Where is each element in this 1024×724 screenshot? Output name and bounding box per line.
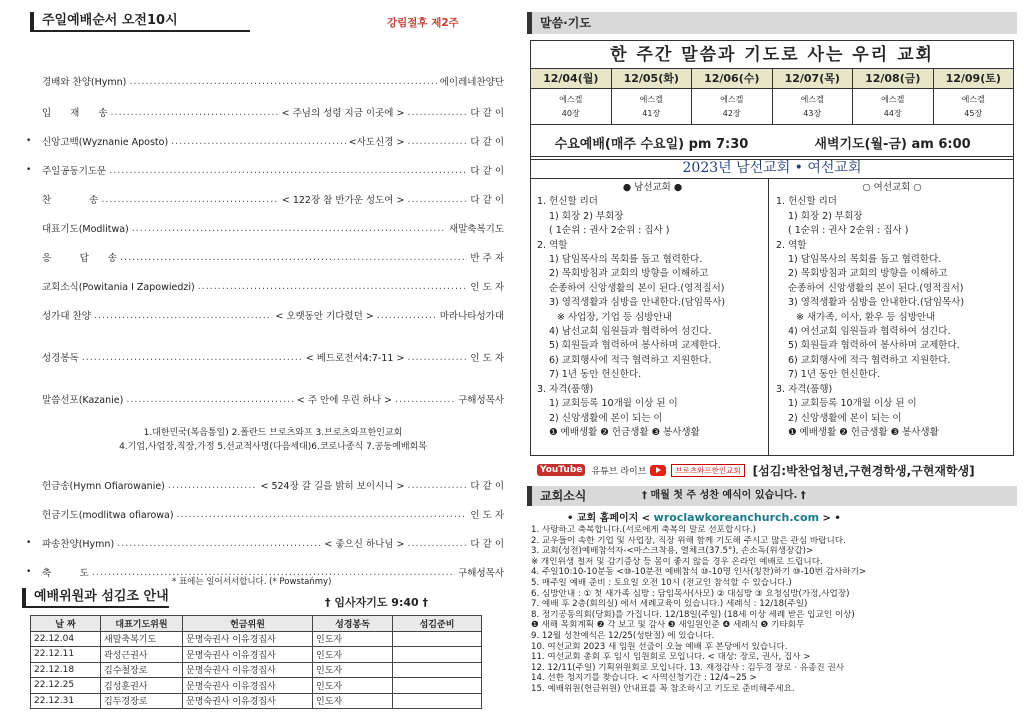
leader-dots <box>377 310 437 321</box>
service-order-detail: < 오랫동안 기다렸던 > <box>275 311 374 322</box>
service-order-item <box>42 392 504 406</box>
news-item: 12. 12/11(주일) 기획위원회로 모입니다. 13. 재정감사 : 김두경 장로 · 유종진 권사 <box>531 662 845 673</box>
duty-table-header <box>31 616 482 632</box>
table-cell <box>393 662 482 678</box>
leader-dots <box>132 223 446 234</box>
right-column <box>527 8 1017 720</box>
mission-line: 1) 담임목사의 목회를 돕고 협력한다. <box>788 254 942 266</box>
date-cell: 12/05(화) <box>612 69 693 88</box>
mission-line: 1) 회장 2) 부회장 <box>549 210 624 222</box>
table-cell: 김수철장로 <box>101 662 183 678</box>
service-order-name: 입 재 송 <box>42 108 108 119</box>
youtube-play-icon[interactable] <box>650 465 666 476</box>
date-cell: 12/07(목) <box>773 69 854 88</box>
prayer-time: † 임사자기도 9:40 † <box>325 596 428 609</box>
service-order-leader: 인 도 자 <box>470 282 504 293</box>
news-item: 6. 심방안내 : ① 첫 새가족 심방 : 담임목사(사모) ② 대심방 ③ 요청심방(가정,사업장) <box>531 588 850 599</box>
table-row <box>31 678 482 694</box>
leader-dots <box>126 394 294 405</box>
servers-text: [섬김:박찬업청년,구현경학생,구현재학생] <box>752 463 975 478</box>
chapter-cell <box>853 89 934 124</box>
news-item: 11. 여선교회 총회 후 임시 임원회로 모입니다. < 대상: 장로, 권사, 집사 > <box>531 652 811 663</box>
table-cell <box>393 647 482 663</box>
word-prayer-header: 말씀·기도 <box>527 12 1017 34</box>
youtube-logo[interactable]: YouTube <box>537 464 585 476</box>
leader-dots <box>171 136 346 147</box>
mission-line: ❶ 예배생활 ❷ 헌금생활 ❸ 봉사생활 <box>788 426 939 438</box>
leader-dots <box>120 252 467 263</box>
news-item: 15. 예배위원(헌금위원) 안내표를 꼭 참조하시고 기도로 준비해주세요. <box>531 683 795 694</box>
homepage-prefix: • 교회 홈페이지 < <box>567 513 654 524</box>
service-order-detail: < 주 안에 우린 하나 > <box>296 395 393 406</box>
season-label: 강림절후 제2주 <box>387 17 459 29</box>
service-order-detail: <사도신경 > <box>348 137 405 148</box>
men-mission-heading: ● 남선교회 ● <box>622 182 683 193</box>
news-item: ❶ 새해 목회계획 ❷ 각 보고 및 감사 ❸ 새임원인준 ❹ 세례식 ❺ 기타회무 <box>531 620 805 631</box>
table-cell: 22.12.04 <box>31 631 101 647</box>
mission-line: ❶ 예배생활 ❷ 헌금생활 ❸ 봉사생활 <box>549 426 700 438</box>
mission-line: 4) 남선교회 임원들과 협력하여 섬긴다. <box>549 326 712 338</box>
chapter-number: 44장 <box>883 109 902 118</box>
service-order-name: 교회소식(Powitania I Zapowiedzi) <box>42 282 195 293</box>
service-order-item <box>42 478 504 492</box>
mission-groups-box <box>530 156 1014 456</box>
table-cell: 22.12.25 <box>31 678 101 694</box>
book-name: 에스겔 <box>639 95 663 104</box>
mission-line: 3. 자격(품행) <box>776 383 833 395</box>
service-order-name: 신앙고백(Wyznanie Aposto) <box>42 137 169 148</box>
service-order-leader: 다 같 이 <box>470 539 504 550</box>
mission-line: 2) 목회방침과 교회의 방향을 이해하고 <box>549 268 709 280</box>
youtube-row <box>537 460 1017 480</box>
chapter-cell <box>531 89 612 124</box>
col-prayer: 대표기도위원 <box>101 616 183 632</box>
church-news-header <box>527 486 1017 506</box>
date-cell: 12/06(수) <box>692 69 773 88</box>
mission-line: 1) 회장 2) 부회장 <box>788 210 863 222</box>
service-order-item <box>42 74 504 88</box>
mission-line: 7) 1년 동안 헌신한다. <box>549 369 642 381</box>
leader-dots <box>407 136 467 147</box>
service-order-item <box>26 163 504 177</box>
table-cell: 문명숙권사 이유경집사 <box>183 693 313 709</box>
dates-row <box>531 69 1013 89</box>
mission-line: 순종하여 신앙생활의 본이 된다.(영적질서) <box>549 282 725 294</box>
service-order-leader: 인 도 자 <box>470 353 504 364</box>
table-cell <box>393 631 482 647</box>
weekly-title: 한 주간 말씀과 기도로 사는 우리 교회 <box>531 41 1013 69</box>
table-cell: 인도자 <box>313 662 393 678</box>
news-item: 4. 주일10:10-10분동 <⑩-10분전 예배참석 ⑩-10명 인사(칭찬)하기 ⑩-10번 감사하기> <box>531 567 867 578</box>
leader-dots <box>198 281 468 292</box>
chapter-number: 40장 <box>561 109 580 118</box>
youtube-channel-badge[interactable]: 브로츠와프한인교회 <box>671 464 744 477</box>
table-cell: 22.12.31 <box>31 693 101 709</box>
mission-line: 순종하여 신앙생활의 본이 된다.(영적질서) <box>788 282 964 294</box>
news-item: 1. 사랑하고 축복합니다.(서로에게 축복의 말로 선포합시다.) <box>531 525 756 535</box>
table-row <box>31 631 482 647</box>
women-mission-column <box>770 179 1008 455</box>
wednesday-worship-time: 수요예배(매주 수요일) pm 7:30 <box>554 136 749 152</box>
date-cell: 12/08(금) <box>853 69 934 88</box>
mission-line: 3) 영적생활과 심방을 안내한다.(담임목사) <box>788 297 965 309</box>
service-order-item <box>42 192 504 206</box>
mission-line: 5) 회원들과 협력하여 봉사하며 교제한다. <box>788 340 960 352</box>
mission-line: 2. 역할 <box>776 239 807 251</box>
service-order-leader: 반 주 자 <box>470 253 504 264</box>
col-service: 섬김준비 <box>393 616 482 632</box>
mission-line: 2. 역할 <box>537 239 568 251</box>
table-cell: 인도자 <box>313 678 393 694</box>
service-order-name: 성가대 찬양 <box>42 311 91 322</box>
mission-line: 2) 신앙생활에 본이 되는 이 <box>549 412 663 424</box>
table-cell: 김두경장로 <box>101 693 183 709</box>
service-order-name: 찬 송 <box>42 195 99 206</box>
book-name: 에스겔 <box>559 95 583 104</box>
service-order-item <box>42 221 504 235</box>
service-order-detail: < 좋으신 하나님 > <box>324 539 405 550</box>
weekly-reading-box <box>530 40 1014 160</box>
duty-table-body <box>31 631 482 709</box>
mission-line: 6) 교회행사에 적극 협력하고 지원한다. <box>788 354 951 366</box>
mission-line: 1) 교회등록 10개월 이상 된 이 <box>549 398 678 410</box>
news-item: 10. 여선교회 2023 새 임원 선출이 오늘 예배 후 본당에서 있습니다. <box>531 641 788 652</box>
service-order-leader: 다 같 이 <box>470 166 504 177</box>
service-order-leader: 구해성목사 <box>458 568 504 579</box>
leader-dots <box>407 480 467 491</box>
service-order-leader: 다 같 이 <box>470 195 504 206</box>
prayer-topic-line-1: 1.대한민국(복음통일) 2.폴란드 브로츠와프 3.브로츠와프한인교회 <box>143 428 403 438</box>
homepage-line <box>567 509 841 524</box>
chapter-cell <box>934 89 1014 124</box>
mission-line: 2) 신앙생활에 본이 되는 이 <box>788 412 902 424</box>
leader-dots <box>395 394 455 405</box>
service-order-name: 대표기도(Modlitwa) <box>42 224 129 235</box>
leader-dots <box>82 352 303 363</box>
mission-line: 4) 여선교회 임원들과 협력하여 섬긴다. <box>788 326 951 338</box>
service-order-leader: 다 같 이 <box>470 137 504 148</box>
table-cell: 22.12.18 <box>31 662 101 678</box>
service-order-item <box>42 105 504 119</box>
mission-line: 1. 헌신할 리더 <box>537 196 598 208</box>
mission-line: ( 1순위 : 권사 2순위 : 집사 ) <box>788 225 909 237</box>
table-cell <box>393 693 482 709</box>
mission-line: 6) 교회행사에 적극 협력하고 지원한다. <box>549 354 712 366</box>
date-cell: 12/04(월) <box>531 69 612 88</box>
book-name: 에스겔 <box>800 95 824 104</box>
book-name: 에스겔 <box>961 95 985 104</box>
standing-bullet: • <box>26 538 32 548</box>
mission-line: 1) 담임목사의 목회를 돕고 협력한다. <box>549 254 703 266</box>
news-item: 3. 교회(성전)예배참석자-<마스크착용, 열체크(37.5°), 손소독(위생장갑)> <box>531 546 814 557</box>
leader-dots <box>407 107 467 118</box>
mission-line: 5) 회원들과 협력하여 봉사하며 교제한다. <box>549 340 721 352</box>
prayer-topics <box>42 426 504 454</box>
news-item: 14. 선한 청지기를 찾습니다. < 사역신청기간 : 12/4~25 > <box>531 673 757 684</box>
homepage-link[interactable]: wroclawkoreanchurch.com <box>653 511 820 524</box>
women-mission-heading: ○ 여선교회 ○ <box>862 182 922 193</box>
service-order-item <box>42 308 504 322</box>
service-order-detail: < 베드로전서4:7-11 > <box>305 353 405 364</box>
book-name: 에스겔 <box>720 95 744 104</box>
men-mission-column <box>531 179 769 455</box>
service-order-name: 파송찬양(Hymn) <box>42 539 115 550</box>
mission-groups-title: 2023년 남선교회 • 여선교회 <box>531 157 1013 179</box>
news-item: 9. 12월 성찬예식은 12/25(성탄절) 에 있습니다. <box>531 630 715 641</box>
table-cell: 문명숙권사 이유경집사 <box>183 662 313 678</box>
table-row <box>31 693 482 709</box>
table-cell: 22.12.11 <box>31 647 101 663</box>
news-item: 8. 정기공동의회(당회)를 가집니다. 12/18일(주일) (18세 이상 세례 받은 입교인 이상) <box>531 609 855 620</box>
church-news-list <box>531 525 1017 695</box>
chapter-cell <box>692 89 773 124</box>
book-name: 에스겔 <box>881 95 905 104</box>
service-order-item <box>42 250 504 264</box>
communion-notice: † 매월 첫 주 성찬 예식이 있습니다. † <box>642 490 806 501</box>
news-item: 5. 매주일 예배 준비 : 토요일 오전 10시 (전교인 참석할 수 있습니다.) <box>531 577 792 588</box>
news-item: ※ 개인위생 철저 및 감기증상 등 몸이 좋지 않을 경우 온라인 예배로 드립니다. <box>531 556 823 567</box>
youtube-live-label: 유튜브 라이브 <box>591 466 647 477</box>
leader-dots <box>177 509 468 520</box>
leader-dots <box>111 107 279 118</box>
mission-line: 1) 교회등록 10개월 이상 된 이 <box>788 398 917 410</box>
table-cell: 김성훈권사 <box>101 678 183 694</box>
table-row <box>31 647 482 663</box>
table-cell: 인도자 <box>313 631 393 647</box>
service-order-name: 헌금송(Hymn Ofiarowanie) <box>42 481 165 492</box>
chapter-number: 41장 <box>642 109 661 118</box>
service-order-detail: < 122장 참 반가운 성도여 > <box>281 195 405 206</box>
chapters-row <box>531 89 1013 125</box>
dawn-prayer-time: 새벽기도(월-금) am 6:00 <box>814 136 971 152</box>
stand-note: * 표에는 일어서서합니다. (* Powstańmy) <box>172 577 332 587</box>
service-order-item <box>42 507 504 521</box>
table-cell: 문명숙권사 이유경집사 <box>183 631 313 647</box>
mission-line: 3. 자격(품행) <box>537 383 594 395</box>
table-cell: 새말축복기도 <box>101 631 183 647</box>
service-order-name: 축 도 <box>42 568 89 579</box>
leader-dots <box>407 538 467 549</box>
left-column <box>22 8 512 720</box>
service-order-item <box>26 134 504 148</box>
prayer-topic-line-2: 4.기업,사업장,직장,가정 5.선교적사명(다음세대)6.코로나종식 7.공동예배회복 <box>119 442 427 452</box>
standing-bullet: • <box>26 567 32 577</box>
col-reading: 성경봉독 <box>313 616 393 632</box>
leader-dots <box>129 76 436 87</box>
service-order-leader: 새말축복기도 <box>448 224 504 235</box>
leader-dots <box>117 538 321 549</box>
table-cell: 문명숙권사 이유경집사 <box>183 678 313 694</box>
service-order-name: 경배와 찬양(Hymn) <box>42 77 127 88</box>
duty-table <box>30 615 482 709</box>
chapter-number: 43장 <box>803 109 822 118</box>
leader-dots <box>109 165 467 176</box>
service-order-item <box>26 536 504 550</box>
mission-line: 1. 헌신할 리더 <box>776 196 837 208</box>
service-order-item <box>42 279 504 293</box>
leader-dots <box>407 194 467 205</box>
service-order-detail: < 주님의 성령 지금 이곳에 > <box>281 108 405 119</box>
table-row <box>31 662 482 678</box>
col-offering: 헌금위원 <box>183 616 313 632</box>
mission-line: ※ 새가족, 이사, 환우 등 심방안내 <box>796 311 936 323</box>
mission-line: ※ 사업장, 기업 등 심방안내 <box>557 311 672 323</box>
order-of-service-title: 주일예배순서 오전10시 <box>30 12 250 32</box>
chapter-cell <box>612 89 693 124</box>
table-cell: 곽성근권사 <box>101 647 183 663</box>
leader-dots <box>407 352 467 363</box>
church-news-title: 교회소식 <box>540 489 587 503</box>
service-order-leader: 마라나타성가대 <box>439 311 504 322</box>
service-order-detail: < 524장 갈 길을 밝히 보이시니 > <box>260 481 405 492</box>
service-order-name: 응 답 송 <box>42 253 118 264</box>
mission-line: 3) 영적생활과 심방을 안내한다.(담임목사) <box>549 297 726 309</box>
worship-committee-title: 예배위원과 섬김조 안내 <box>22 588 169 608</box>
service-order-leader: 다 같 이 <box>470 108 504 119</box>
service-order-leader: 에이레네찬양단 <box>439 77 504 88</box>
service-times <box>531 125 1013 159</box>
chapter-cell <box>773 89 854 124</box>
leader-dots <box>94 310 272 321</box>
date-cell: 12/09(토) <box>945 72 1001 85</box>
service-order-leader: 다 같 이 <box>470 481 504 492</box>
col-date: 날 짜 <box>31 616 101 632</box>
standing-bullet: • <box>26 165 32 175</box>
homepage-suffix: > • <box>819 513 841 524</box>
mission-line: 2) 목회방침과 교회의 방향을 이해하고 <box>788 268 948 280</box>
table-cell <box>393 678 482 694</box>
service-order-name: 헌금기도(modlitwa ofiarowa) <box>42 510 174 521</box>
table-cell: 인도자 <box>313 693 393 709</box>
chapter-number: 42장 <box>722 109 741 118</box>
leader-dots <box>168 480 258 491</box>
standing-bullet: • <box>26 136 32 146</box>
table-cell: 문명숙권사 이유경집사 <box>183 647 313 663</box>
service-order-leader: 구해성목사 <box>458 395 504 406</box>
service-order-item <box>42 350 504 364</box>
service-order-name: 성경봉독 <box>42 353 79 364</box>
mission-line: 7) 1년 동안 헌신한다. <box>788 369 881 381</box>
chapter-number: 45장 <box>964 109 983 118</box>
service-order-name: 말씀선포(Kazanie) <box>42 395 124 406</box>
mission-line: ( 1순위 : 권사 2순위 : 집사 ) <box>549 225 670 237</box>
news-item: 7. 예배 후 2층(회의실) 에서 세례교육이 있습니다.) 세례식 : 12/18(주일) <box>531 599 808 610</box>
service-order-name: 주일공동기도문 <box>42 166 107 177</box>
service-order-leader: 인 도 자 <box>470 510 504 521</box>
table-cell: 인도자 <box>313 647 393 663</box>
leader-dots <box>101 194 278 205</box>
news-item: 2. 교우들이 속한 기업 및 사업장, 직장 위해 함께 기도해 주시고 많은 관심 바랍니다. <box>531 535 846 546</box>
